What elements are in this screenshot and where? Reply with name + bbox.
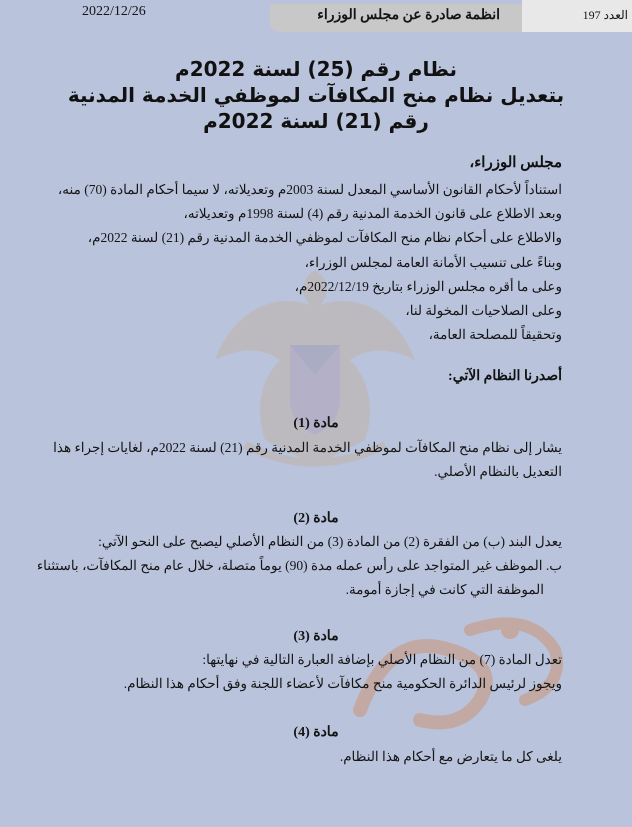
article-line: يلغى كل ما يتعارض مع أحكام هذا النظام.	[339, 749, 562, 764]
article-1-body	[50, 436, 562, 484]
preamble-line: والاطلاع على أحكام نظام منح المكافآت لموظفي الخدمة المدنية رقم (21) لسنة 2022م،	[87, 230, 562, 246]
article-line: التعديل بالنظام الأصلي.	[434, 464, 562, 479]
preamble-line: وبناءً على تنسيب الأمانة العامة لمجلس الوزراء،	[304, 254, 562, 270]
title-line-3: رقم (21) لسنة 2022م	[203, 109, 429, 133]
article-line: يعدل البند (ب) من الفقرة (2) من المادة (3) من النظام الأصلي ليصبح على النحو الآتي:	[98, 534, 562, 549]
article-4-heading: مادة (4)	[293, 725, 339, 740]
article-line: يشار إلى نظام منح المكافآت لموظفي الخدمة المدنية رقم (21) لسنة 2022م، لغايات إجراء هذا	[53, 440, 562, 455]
title-line-2: بتعديل نظام منح المكافآت لموظفي الخدمة المدنية	[67, 83, 565, 107]
title-line-1: نظام رقم (25) لسنة 2022م	[175, 57, 457, 81]
article-line: ويجوز لرئيس الدائرة الحكومية منح مكافآت لأعضاء اللجنة وفق أحكام هذا النظام.	[123, 676, 562, 691]
article-2-body	[36, 530, 562, 602]
article-3-body	[50, 648, 562, 696]
council-heading: مجلس الوزراء،	[469, 155, 562, 171]
header-date: 2022/12/26	[82, 4, 146, 19]
article-2-heading: مادة (2)	[293, 511, 339, 526]
issued-statement: أصدرنا النظام الآتي:	[448, 369, 562, 384]
article-1-heading: مادة (1)	[293, 416, 339, 431]
article-line: ب. الموظف غير المتواجد على رأس عمله مدة (90) يوماً متصلة، خلال عام منح المكافآت، باستثناء	[36, 558, 562, 573]
article-line: الموظفة التي كانت في إجازة أمومة.	[345, 582, 544, 597]
preamble-line: استناداً لأحكام القانون الأساسي المعدل لسنة 2003م وتعديلاته، لا سيما أحكام المادة (70) منه،	[57, 182, 562, 197]
regulation-title	[60, 56, 572, 134]
article-line: تعدل المادة (7) من النظام الأصلي بإضافة العبارة التالية في نهايتها:	[202, 652, 562, 667]
preamble-list	[50, 178, 562, 347]
issue-value: 197	[582, 8, 601, 22]
preamble-line: وبعد الاطلاع على قانون الخدمة المدنية رقم (4) لسنة 1998م وتعديلاته،	[183, 206, 562, 222]
issue-number	[583, 8, 628, 23]
preamble-line: وعلى ما أقره مجلس الوزراء بتاريخ 2022/12/19م،	[294, 278, 562, 294]
header-section-title: انظمة صادرة عن مجلس الوزراء	[317, 8, 500, 23]
article-4-body	[50, 745, 562, 769]
issue-label: العدد	[603, 8, 628, 22]
preamble-line: وعلى الصلاحيات المخولة لنا،	[405, 303, 562, 319]
article-3-heading: مادة (3)	[293, 629, 339, 644]
preamble-line: وتحقيقاً للمصلحة العامة،	[428, 327, 562, 343]
